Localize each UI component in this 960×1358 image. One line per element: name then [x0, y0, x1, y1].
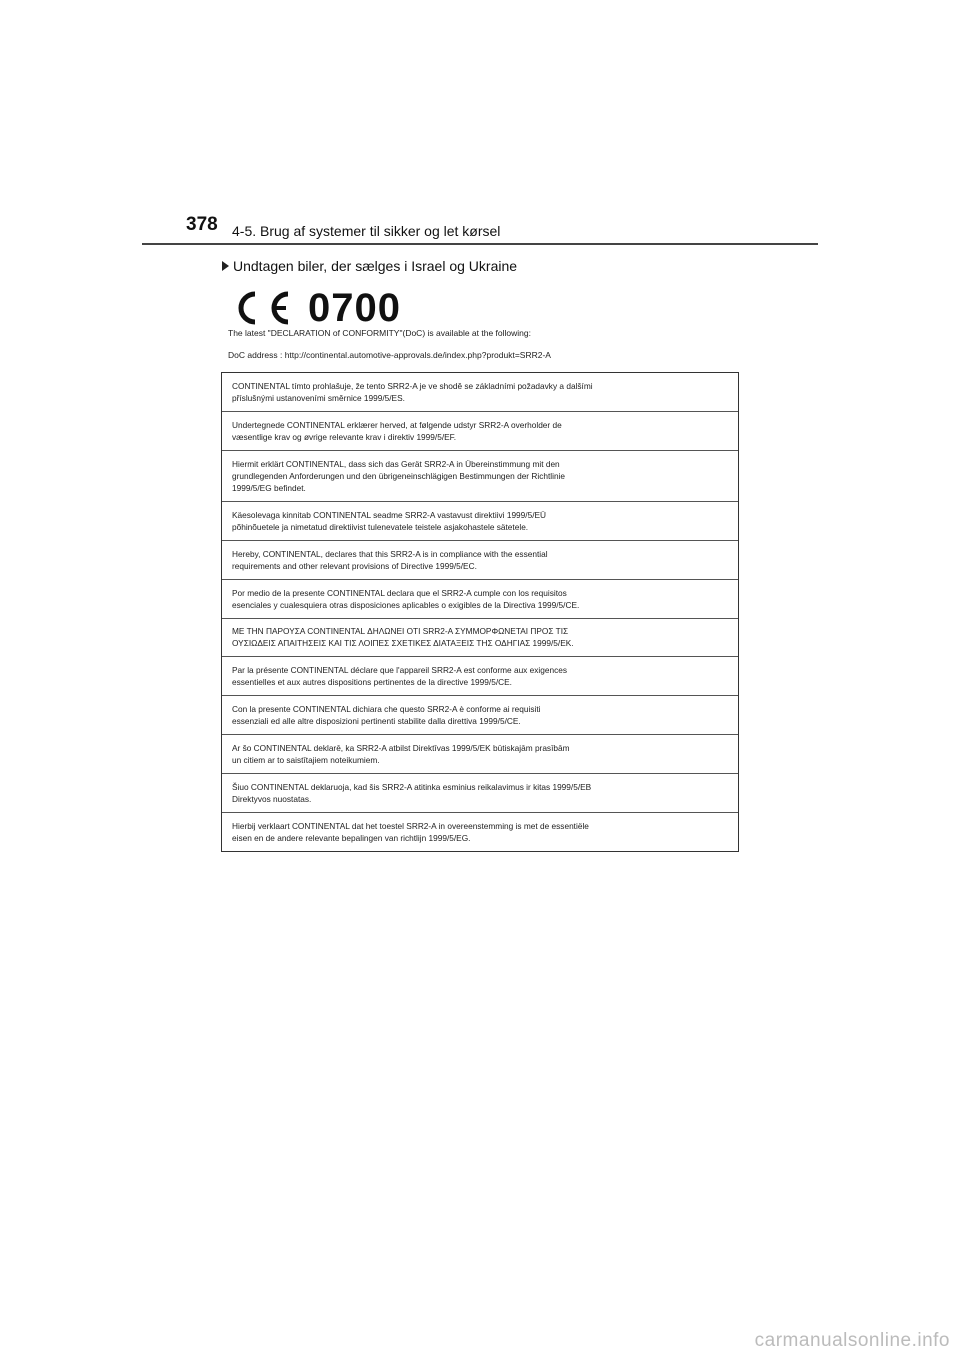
statement-estonian: Käesolevaga kinnitab CONTINENTAL seadme SRR2-A vastavust direktiivi 1999/5/EÜ põhinõuetele ja nimetatud direktiivist tulenevatele teistele asjakohastele sätetele. — [222, 501, 738, 540]
statement-danish: Undertegnede CONTINENTAL erklærer herved, at følgende udstyr SRR2-A overholder de væsentlige krav og øvrige relevante krav i direktiv 1999/5/EF. — [222, 411, 738, 450]
ce-certification — [228, 288, 401, 328]
statement-lithuanian: Šiuo CONTINENTAL deklaruoja, kad šis SRR2-A atitinka esminius reikalavimus ir kitas 1999/5/EB Direktyvos nuostatas. — [222, 773, 738, 812]
doc-intro: The latest "DECLARATION of CONFORMITY"(DoC) is available at the following: — [228, 328, 531, 338]
statement-czech: CONTINENTAL tímto prohlašuje, že tento SRR2-A je ve shodě se základními požadavky a dalšími příslušnými ustanoveními směrnice 1999/5/ES. — [232, 380, 593, 403]
statement-english: Hereby, CONTINENTAL, declares that this SRR2-A is in compliance with the essential requirements and other relevant provisions of Directive 1999/5/EC. — [222, 540, 738, 579]
statement-latvian: Ar šo CONTINENTAL deklarē, ka SRR2-A atbilst Direktīvas 1999/5/EK būtiskajām prasībām un citiem ar to saistītajiem noteikumiem. — [222, 734, 738, 773]
ce-mark-icon — [228, 289, 292, 327]
page-number: 378 — [186, 214, 218, 235]
statement-italian: Con la presente CONTINENTAL dichiara che questo SRR2-A è conforme ai requisiti essenziali ed alle altre disposizioni pertinenti stabilite dalla direttiva 1999/5/CE. — [222, 695, 738, 734]
arrow-right-icon — [222, 261, 229, 271]
section-heading-text: Undtagen biler, der sælges i Israel og Ukraine — [233, 258, 518, 274]
header-rule — [142, 243, 818, 245]
declaration-table — [221, 372, 739, 852]
statement-french: Par la présente CONTINENTAL déclare que l'appareil SRR2-A est conforme aux exigences essentielles et aux autres dispositions pertinentes de la directive 1999/5/CE. — [222, 656, 738, 695]
footer-watermark: carmanualsonline.info — [754, 1330, 950, 1351]
statement-dutch: Hierbij verklaart CONTINENTAL dat het toestel SRR2-A in overeenstemming is met de essentiële eisen en de andere relevante bepalingen van richtlijn 1999/5/EG. — [222, 812, 738, 851]
statement-greek: ΜΕ ΤΗΝ ΠΑΡΟΥΣΑ CONTINENTAL ΔΗΛΩΝΕΙ ΟΤΙ SRR2-A ΣΥΜΜΟΡΦΩΝΕΤΑΙ ΠΡΟΣ ΤΙΣ ΟΥΣΙΩΔΕΙΣ ΑΠΑΙΤΗΣΕΙΣ ΚΑΙ ΤΙΣ ΛΟΙΠΕΣ ΣΧΕΤΙΚΕΣ ΔΙΑΤΑΞΕΙΣ ΤΗΣ ΟΔΗΓΙΑΣ 1999/5/ΕΚ. — [222, 618, 738, 657]
section-heading — [222, 258, 517, 274]
statement-spanish: Por medio de la presente CONTINENTAL declara que el SRR2-A cumple con los requisitos esenciales y cualesquiera otras disposiciones aplicables o exigibles de la Directiva 1999/5/CE. — [222, 579, 738, 618]
chapter-title: 4-5. Brug af systemer til sikker og let kørsel — [232, 223, 501, 239]
statement-german: Hiermit erklärt CONTINENTAL, dass sich das Gerät SRR2-A in Übereinstimmung mit den grundlegenden Anforderungen und den übrigeneinschlägigen Bestimmungen der Richtlinie 1999/5/EG befindet. — [222, 450, 738, 501]
doc-address: DoC address : http://continental.automotive-approvals.de/index.php?produkt=SRR2-A — [228, 350, 551, 360]
notified-body-number: 0700 — [308, 286, 401, 330]
